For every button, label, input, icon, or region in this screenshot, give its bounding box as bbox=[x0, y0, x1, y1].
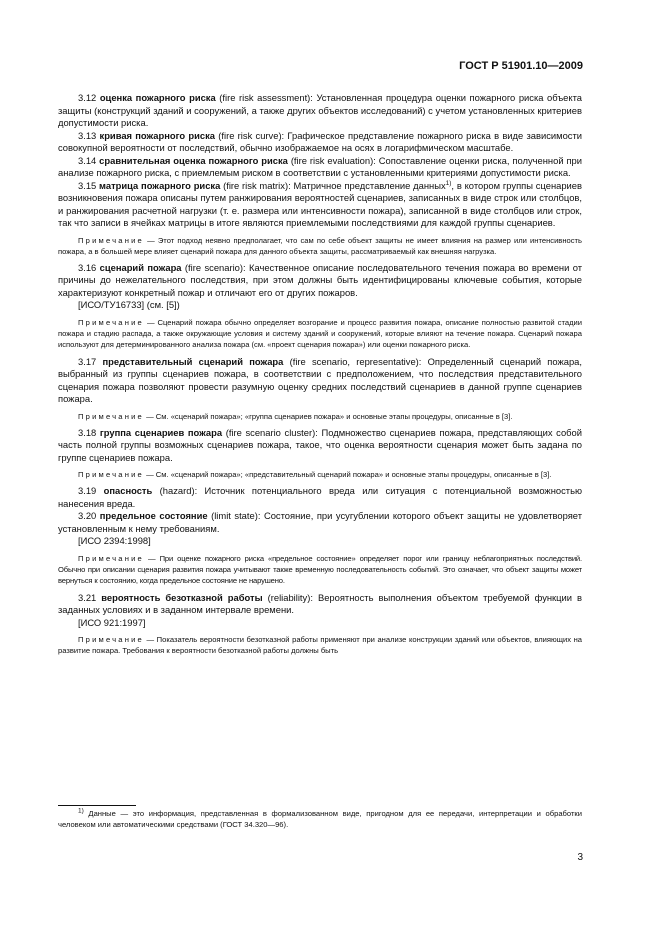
note-3-18 bbox=[58, 469, 582, 480]
term-title: представительный сценарий пожара bbox=[102, 355, 284, 367]
term-english: (fire scenario, representative): bbox=[289, 355, 422, 367]
term-number: 3.17 bbox=[78, 355, 97, 367]
page-number: 3 bbox=[577, 852, 583, 863]
footnote-mark: 1) bbox=[78, 807, 84, 815]
term-english: (fire risk curve): bbox=[218, 129, 285, 141]
note-3-16 bbox=[58, 317, 582, 351]
reference-3-20: [ИСО 2394:1998] bbox=[78, 535, 151, 547]
note-label: Примечание bbox=[78, 553, 144, 563]
term-3-17 bbox=[58, 356, 582, 406]
footnote-text: Данные — это информация, представленная в формализованном виде, пригодном для ее передачи, интерпретации и обработки человеком или автоматическими средствами (ГОСТ 34.320—96). bbox=[58, 809, 582, 830]
term-definition-cont: , в котором группы сценариев возникновения пожара описаны путем ранжирования вероятностей сценариев, записанных в виде строк или столбцов, и ранжирования расчетной нагрузки (т. е. размера или интенсивности пожара), записанной в виде столбцов или строк, так что записи в ячейках матрицы в итоге являются приемлемыми последствиями для каждой группы сценариев. bbox=[58, 179, 582, 228]
term-3-19 bbox=[58, 485, 582, 510]
term-title: сценарий пожара bbox=[99, 261, 182, 273]
term-title: предельное состояние bbox=[99, 510, 208, 522]
term-number: 3.21 bbox=[78, 591, 97, 603]
note-text: — См. «сценарий пожара»; «представительный сценарий пожара» и основные этапы процедуры, описанные в [3]. bbox=[143, 470, 552, 480]
term-title: группа сценариев пожара bbox=[99, 426, 223, 438]
term-3-20 bbox=[58, 510, 582, 535]
term-definition: Качественное описание последовательного течения пожара во времени от причины до нежелательного последствия, при этом должны быть идентифицированы ключевые события, которые характеризуют конкретный пожар и отличают его от других пожаров. bbox=[58, 261, 583, 298]
note-text: — Этот подход неявно предполагает, что сам по себе объект защиты не имеет влияния на размер или интенсивность пожара, а в большей мере влияет сценарий пожара для данного объекта защиты, рассматриваемый как внешняя нагрузка. bbox=[58, 235, 582, 256]
term-english: (fire scenario): bbox=[184, 261, 246, 273]
term-title: сравнительная оценка пожарного риска bbox=[99, 154, 288, 166]
note-3-21 bbox=[58, 634, 582, 656]
term-title: кривая пожарного риска bbox=[99, 129, 216, 141]
footnote bbox=[58, 808, 582, 830]
term-3-15 bbox=[58, 180, 582, 230]
term-3-21 bbox=[58, 592, 582, 617]
note-label: Примечание bbox=[78, 235, 144, 245]
note-text: — См. «сценарий пожара»; «группа сценариев пожара» и основные этапы процедуры, описанные в [3]. bbox=[143, 411, 513, 421]
term-number: 3.20 bbox=[78, 510, 97, 522]
term-3-14 bbox=[58, 155, 582, 180]
note-text: — Сценарий пожара обычно определяет возгорание и процесс развития пожара, описание полностью развитой стадии пожара и стадию распада, а также окружающие условия и систему зданий и сооружений, которые влияют на течение пожара. Сценарий пожара используют для детерминированного анализа пожара (см. «проект сценария пожара») или оценки пожарного риска. bbox=[58, 317, 582, 350]
note-text: — Показатель вероятности безотказной работы применяют при анализе конструкции зданий или объектов, влияющих на развитие пожара. Требования к вероятности безотказной работы должны быть bbox=[58, 635, 582, 656]
term-title: оценка пожарного риска bbox=[99, 92, 216, 103]
note-3-20 bbox=[58, 553, 582, 587]
term-title: опасность bbox=[103, 485, 153, 497]
term-number: 3.15 bbox=[78, 179, 97, 191]
term-definition: Источник потенциального вреда или ситуация с потенциальной возможностью нанесения вреда. bbox=[58, 485, 582, 509]
term-number: 3.12 bbox=[78, 92, 97, 103]
term-definition: Подмножество сценариев пожара, представляющих собой часть полной группы возможных сценариев пожара, такое, что оценка вероятности сценария может быть задана по группе сценариев пожара. bbox=[58, 426, 582, 463]
reference-3-16: [ИСО/ТУ16733] (см. [5]) bbox=[78, 299, 180, 311]
note-label: Примечание bbox=[78, 411, 144, 421]
term-title: матрица пожарного риска bbox=[99, 179, 221, 191]
term-number: 3.18 bbox=[78, 426, 97, 438]
document-body bbox=[58, 92, 582, 661]
term-english: (hazard): bbox=[159, 485, 198, 497]
term-definition: Матричное представление данных bbox=[290, 179, 446, 191]
note-label: Примечание bbox=[78, 635, 144, 645]
term-definition: Состояние, при усугублении которого объект защиты не удовлетворяет установленным к нему требованиям. bbox=[58, 510, 583, 534]
term-number: 3.14 bbox=[78, 154, 97, 166]
note-label: Примечание bbox=[78, 470, 144, 480]
term-definition: Определенный сценарий пожара, выбранный из группы сценариев пожара, в соответствии с предположением, что последствия представительного сценария пожара позволяют провести разумную оценку средних последствий сценариев в данной группе сценариев пожара. bbox=[58, 355, 582, 405]
reference-3-21: [ИСО 921:1997] bbox=[78, 616, 146, 628]
note-label: Примечание bbox=[78, 317, 144, 327]
term-english: (fire scenario cluster): bbox=[225, 426, 318, 438]
term-definition: Сопоставление оценки риска, полученной при анализе пожарного риска, с приемлемым риском в соответствии с установленными критериями допустимости риска. bbox=[58, 154, 583, 178]
footnote-marker: 1) bbox=[445, 179, 452, 187]
note-3-17 bbox=[58, 411, 582, 422]
footnote-divider bbox=[58, 805, 136, 806]
term-english: (fire risk evaluation): bbox=[290, 154, 376, 166]
term-number: 3.13 bbox=[78, 129, 97, 141]
term-3-12 bbox=[58, 92, 582, 130]
term-definition: Установленная процедура оценки пожарного риска объекта защиты (конструкций зданий и сооружений, а также других объектов исследований) с учетом установленных критериев допустимости риска. bbox=[58, 92, 582, 128]
note-text: — При оценке пожарного риска «предельное состояние» определяет порог или границу неблагоприятных последствий. Обычно при описании сценария развития пожара учитывают также временную последовательность событий. Это означает, что объект защиты может вернуться к состоянию, когда предельное состояние не нарушено. bbox=[58, 553, 582, 586]
page-header-standard-id: ГОСТ Р 51901.10—2009 bbox=[459, 60, 583, 72]
term-3-16 bbox=[58, 262, 582, 300]
term-3-18 bbox=[58, 427, 582, 465]
term-english: (reliability): bbox=[267, 591, 313, 603]
term-3-13 bbox=[58, 130, 582, 155]
term-number: 3.19 bbox=[78, 485, 97, 497]
term-definition: Графическое представление пожарного риска в виде зависимости совокупной вероятности от последствий, обычно изображаемое на осях в логарифмическом масштабе. bbox=[58, 129, 583, 153]
term-english: (fire risk assessment): bbox=[219, 92, 313, 103]
term-english: (fire risk matrix): bbox=[223, 179, 291, 191]
term-definition: Вероятность выполнения объектом требуемой функции в заданных условиях и в заданном интервале времени. bbox=[58, 591, 583, 616]
term-number: 3.16 bbox=[78, 261, 97, 273]
term-english: (limit state): bbox=[211, 510, 261, 522]
note-3-15 bbox=[58, 235, 582, 257]
term-title: вероятность безотказной работы bbox=[101, 591, 263, 603]
